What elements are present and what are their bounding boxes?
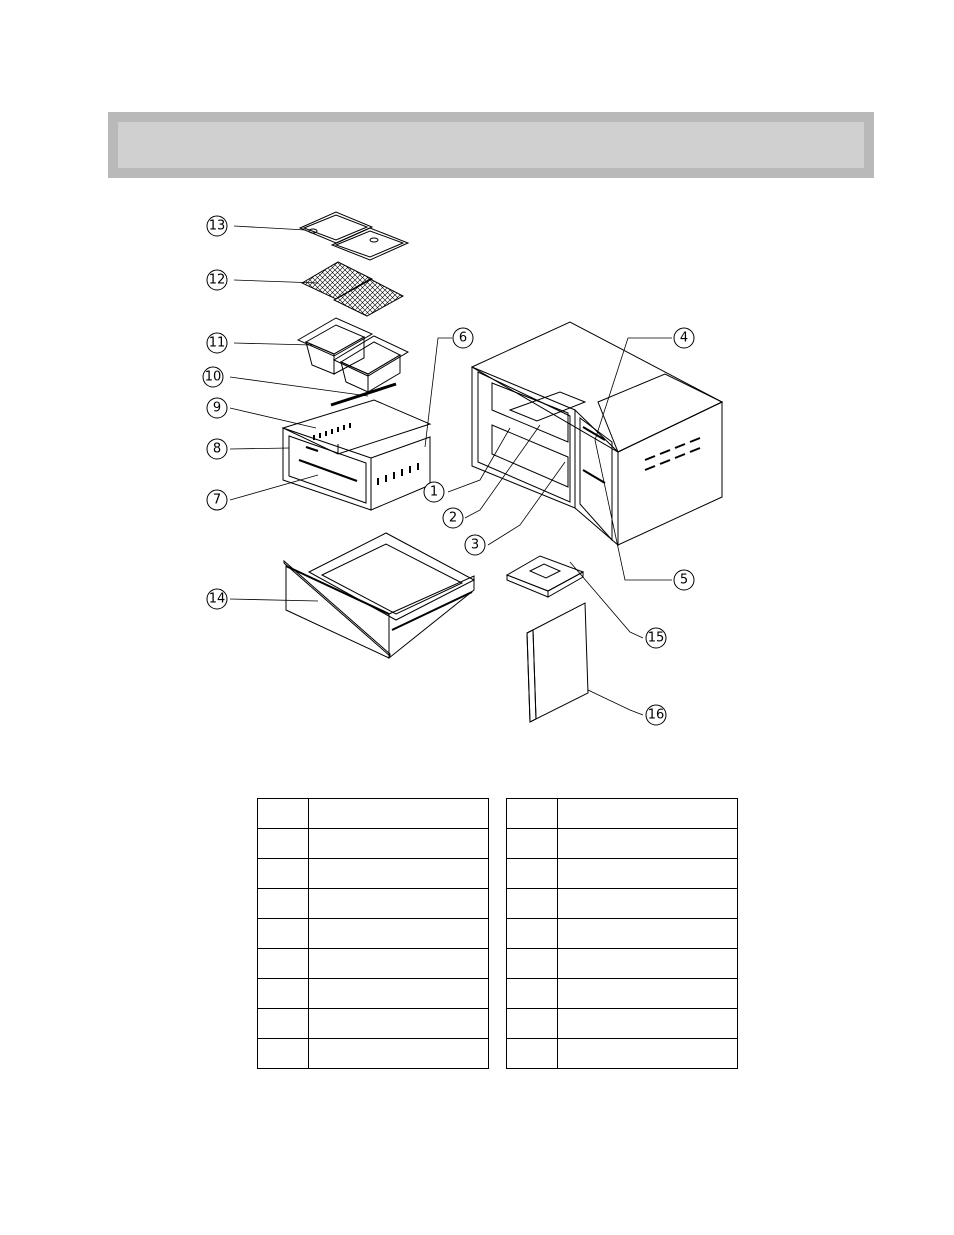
part-number-cell [258, 1039, 309, 1069]
table-row [507, 919, 738, 949]
part-description-cell [309, 1039, 489, 1069]
table-row [258, 949, 489, 979]
part-description-cell [309, 829, 489, 859]
parts-table-right [506, 798, 738, 1069]
part-description-cell [558, 1039, 738, 1069]
parts-table-left [257, 798, 489, 1069]
part-description-cell [558, 949, 738, 979]
part-number-cell [507, 979, 558, 1009]
part-description-cell [309, 889, 489, 919]
leader-lines [230, 226, 672, 715]
table-row [507, 829, 738, 859]
part-description-cell [309, 1009, 489, 1039]
part-lids [300, 212, 408, 260]
part-description-cell [309, 919, 489, 949]
table-row [258, 1009, 489, 1039]
table-row [258, 889, 489, 919]
callout-9: 9 [212, 400, 222, 416]
part-rod [331, 384, 396, 405]
part-description-cell [309, 799, 489, 829]
table-row [507, 859, 738, 889]
table-row [258, 919, 489, 949]
callout-12: 12 [208, 272, 226, 288]
part-number-cell [258, 949, 309, 979]
callout-1: 1 [429, 484, 439, 500]
part-description-cell [558, 919, 738, 949]
part-number-cell [507, 949, 558, 979]
part-small-drawer [283, 400, 430, 510]
part-tray [507, 556, 583, 597]
part-number-cell [258, 1009, 309, 1039]
part-description-cell [558, 799, 738, 829]
part-description-cell [309, 859, 489, 889]
callout-7: 7 [212, 492, 222, 508]
part-number-cell [507, 1009, 558, 1039]
part-description-cell [558, 979, 738, 1009]
part-food-pans [298, 318, 408, 392]
table-row [258, 979, 489, 1009]
part-door-panel [527, 603, 588, 722]
part-number-cell [507, 1039, 558, 1069]
part-description-cell [558, 859, 738, 889]
callout-5: 5 [679, 572, 689, 588]
table-row [507, 889, 738, 919]
part-number-cell [258, 829, 309, 859]
callout-15: 15 [647, 630, 665, 646]
part-number-cell [258, 919, 309, 949]
part-description-cell [558, 1009, 738, 1039]
table-row [258, 799, 489, 829]
part-mesh-racks [302, 262, 403, 316]
callout-10: 10 [204, 369, 222, 385]
part-number-cell [507, 889, 558, 919]
part-number-cell [258, 889, 309, 919]
callout-3: 3 [470, 537, 480, 553]
part-number-cell [507, 919, 558, 949]
callout-16: 16 [647, 707, 665, 723]
table-row [258, 1039, 489, 1069]
table-row [507, 949, 738, 979]
callout-2: 2 [448, 510, 458, 526]
callout-8: 8 [212, 441, 222, 457]
part-number-cell [507, 859, 558, 889]
part-large-drawer [284, 533, 474, 658]
part-number-cell [258, 799, 309, 829]
table-row [507, 1009, 738, 1039]
part-description-cell [558, 889, 738, 919]
table-row [258, 829, 489, 859]
callout-6: 6 [458, 330, 468, 346]
part-number-cell [258, 979, 309, 1009]
table-row [507, 799, 738, 829]
callout-14: 14 [208, 591, 226, 607]
part-number-cell [507, 799, 558, 829]
part-description-cell [309, 979, 489, 1009]
table-row [258, 859, 489, 889]
table-row [507, 979, 738, 1009]
part-description-cell [309, 949, 489, 979]
callout-4: 4 [679, 330, 689, 346]
part-number-cell [258, 859, 309, 889]
callout-11: 11 [208, 335, 226, 351]
part-number-cell [507, 829, 558, 859]
callout-13: 13 [208, 218, 226, 234]
part-description-cell [558, 829, 738, 859]
table-row [507, 1039, 738, 1069]
